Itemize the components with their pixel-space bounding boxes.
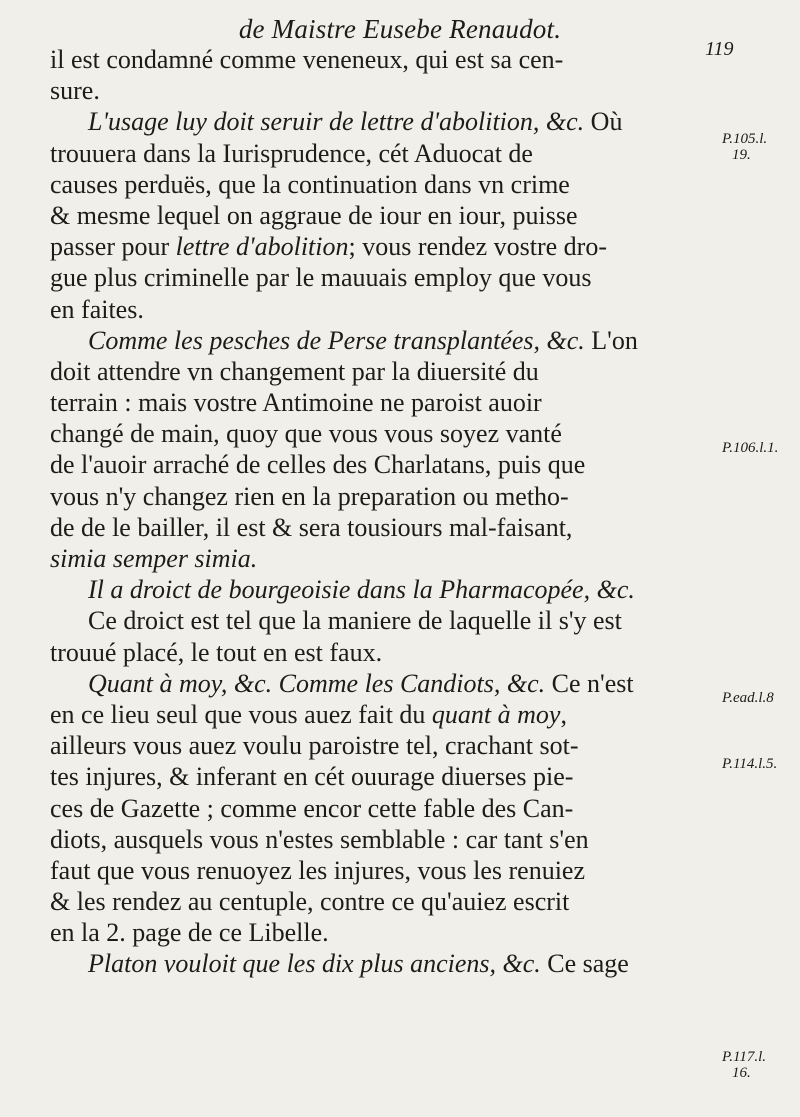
text-line xyxy=(50,948,710,979)
text-run: de l'auoir arraché de celles des Charlatans, puis que xyxy=(50,450,586,480)
text-run: Où xyxy=(584,107,623,137)
body-text xyxy=(50,44,710,980)
text-line xyxy=(50,356,710,387)
text-run: trouué placé, le tout en est faux. xyxy=(50,637,383,667)
italic-quote: simia semper simia. xyxy=(50,544,258,573)
text-line xyxy=(50,574,710,605)
italic-quote: quant à moy xyxy=(431,699,561,729)
text-run: ces de Gazette ; comme encor cette fable des Can- xyxy=(50,793,574,823)
text-run: L'on xyxy=(584,325,638,355)
text-run: Ce n'est xyxy=(545,668,634,698)
text-run: trouuera dans la Iurisprudence, cét Aduocat de xyxy=(50,138,533,168)
margin-reference-line: P.106.l.1. xyxy=(722,440,779,456)
text-line xyxy=(50,200,710,231)
text-run: terrain : mais vostre Antimoine ne paroist auoir xyxy=(50,388,542,418)
margin-reference-line: P.105.l. xyxy=(722,131,768,147)
italic-quote: lettre d'abolition xyxy=(175,232,349,262)
margin-reference xyxy=(722,440,800,456)
text-line xyxy=(50,75,710,106)
text-line xyxy=(50,824,710,855)
text-run: en ce lieu seul que vous auez fait du xyxy=(50,699,432,729)
text-line xyxy=(50,325,710,356)
text-line xyxy=(50,637,710,668)
text-run: passer pour xyxy=(50,232,176,262)
paragraph xyxy=(50,668,710,949)
paragraph xyxy=(50,44,710,106)
text-run: , xyxy=(560,699,567,729)
italic-quote: Il a droict de bourgeoisie dans la Pharmacopée, &c. xyxy=(88,575,635,605)
paragraph xyxy=(50,106,710,324)
margin-reference xyxy=(722,690,800,706)
text-line xyxy=(50,761,710,792)
margin-reference-line: P.117.l. xyxy=(722,1049,767,1065)
text-run: Ce droict est tel que la maniere de laquelle il s'y est xyxy=(88,606,622,636)
margin-reference xyxy=(722,1049,800,1081)
text-line xyxy=(50,730,710,761)
text-run: & mesme lequel on aggraue de iour en iour, puisse xyxy=(50,200,578,230)
running-title: de Maistre Eusebe Renaudot. xyxy=(238,14,562,44)
text-line xyxy=(50,449,710,480)
text-line xyxy=(50,418,710,449)
paragraph xyxy=(50,325,710,575)
paragraph xyxy=(50,605,710,667)
margin-reference-line: 16. xyxy=(732,1065,751,1081)
text-line xyxy=(50,231,710,262)
text-line xyxy=(50,543,710,574)
text-line xyxy=(50,668,710,699)
margin-reference-line: P.ead.l.8 xyxy=(722,690,774,706)
text-run: & les rendez au centuple, contre ce qu'auiez escrit xyxy=(50,887,570,917)
text-line xyxy=(50,605,710,636)
text-line xyxy=(50,855,710,886)
italic-quote: L'usage luy doit seruir de lettre d'abolition, &c. xyxy=(88,107,585,137)
text-run: gue plus criminelle par le mauuais employ que vous xyxy=(50,263,592,293)
text-run: en faites. xyxy=(50,294,144,324)
text-run: ; vous rendez vostre dro- xyxy=(348,232,607,262)
text-run: causes perduës, que la continuation dans vn crime xyxy=(50,169,570,199)
margin-reference xyxy=(722,756,800,772)
text-run: il est condamné comme veneneux, qui est sa cen- xyxy=(50,45,564,74)
text-line xyxy=(50,387,710,418)
margin-reference xyxy=(722,131,800,163)
text-run: vous n'y changez rien en la preparation ou metho- xyxy=(50,481,569,511)
text-run: tes injures, & inferant en cét ouurage diuerses pie- xyxy=(50,762,574,792)
text-line xyxy=(50,886,710,917)
text-line xyxy=(50,294,710,325)
paragraph xyxy=(50,948,710,979)
text-line xyxy=(50,793,710,824)
text-run: doit attendre vn changement par la diuersité du xyxy=(50,356,539,386)
margin-reference-line: P.114.l.5. xyxy=(722,756,778,772)
text-run: Ce sage xyxy=(540,949,629,979)
text-run: de de le bailler, il est & sera tousiours mal-faisant, xyxy=(50,512,573,542)
text-run: en la 2. page de ce Libelle. xyxy=(50,918,329,948)
text-line xyxy=(50,44,710,75)
text-line xyxy=(50,512,710,543)
italic-quote: Quant à moy, &c. Comme les Candiots, &c. xyxy=(88,668,546,698)
text-run: diots, ausquels vous n'estes semblable : car tant s'en xyxy=(50,824,589,854)
text-line xyxy=(50,169,710,200)
text-run: faut que vous renuoyez les injures, vous les renuiez xyxy=(50,855,586,885)
paragraph xyxy=(50,574,710,605)
page-number: 119 xyxy=(705,38,734,60)
margin-reference-line: 19. xyxy=(732,147,751,163)
text-line xyxy=(50,262,710,293)
text-line xyxy=(50,106,710,137)
italic-quote: Platon vouloit que les dix plus anciens, &c. xyxy=(88,949,541,979)
text-run: sure. xyxy=(50,76,100,106)
text-line xyxy=(50,481,710,512)
text-run: ailleurs vous auez voulu paroistre tel, crachant sot- xyxy=(50,731,579,761)
text-line xyxy=(50,917,710,948)
italic-quote: Comme les pesches de Perse transplantées, &c. xyxy=(88,325,585,355)
text-line xyxy=(50,138,710,169)
text-run: changé de main, quoy que vous vous soyez vanté xyxy=(50,419,562,449)
text-line xyxy=(50,699,710,730)
